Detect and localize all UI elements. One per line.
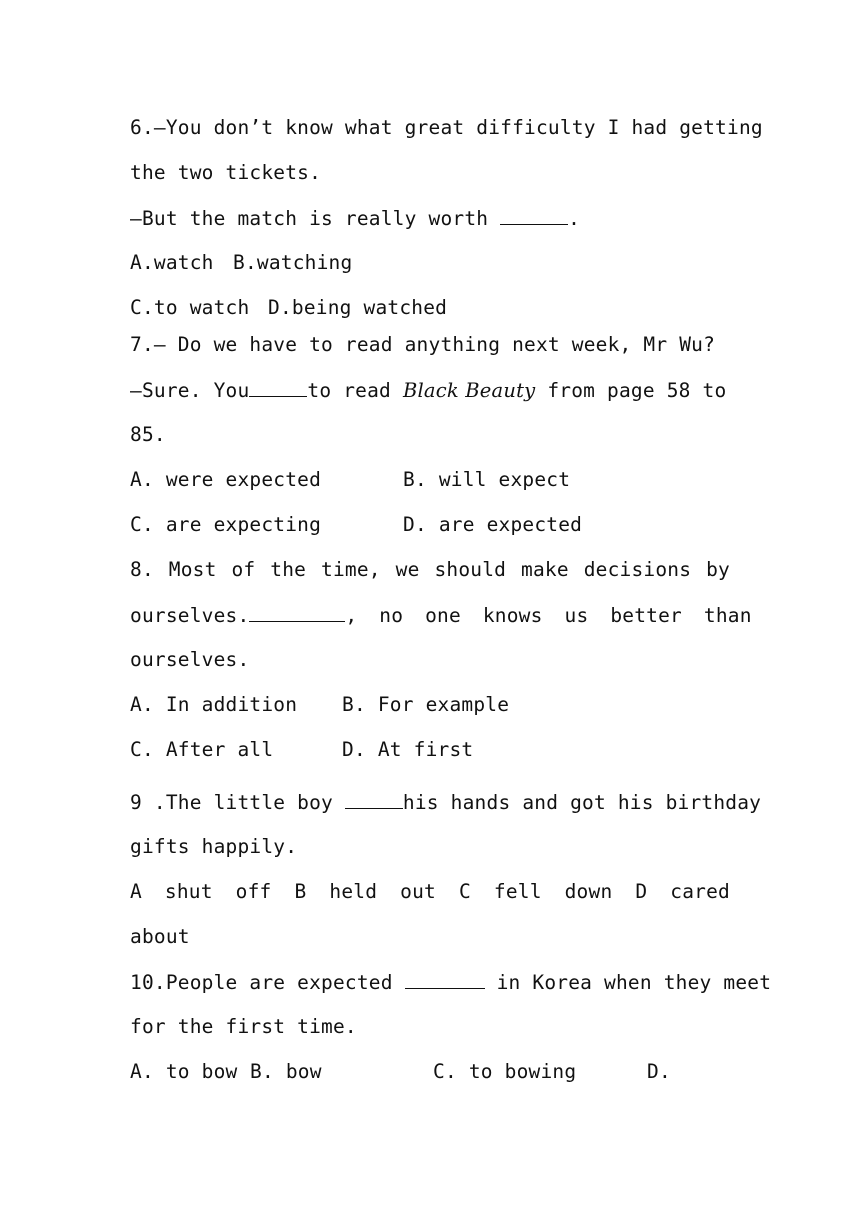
q10-line-1-start: 10.People are expected [130, 971, 405, 994]
q7-option-d: D. are expected [403, 513, 583, 536]
q7-line-3: 85. [130, 423, 166, 446]
q10-option-b: B. bow [250, 1060, 322, 1083]
q9-line-4: about [130, 925, 190, 948]
q7-option-b: B. will expect [403, 468, 571, 491]
q8-option-d: D. At first [342, 738, 474, 761]
q10-line-2: for the first time. [130, 1015, 357, 1038]
answer-blank [500, 206, 568, 225]
q8-option-a: A. In addition [130, 693, 298, 716]
q10-line-1 [130, 970, 772, 995]
q8-line-2-end: , no one knows us better than [345, 604, 752, 627]
q9-line-2: gifts happily. [130, 835, 298, 858]
q9-line-1-end: his hands and got his birthday [402, 791, 762, 814]
q6-line-1: 6.—You don’t know what great difficulty I had getting [130, 116, 763, 139]
q6-option-c: C.to watch [130, 296, 250, 319]
q10-option-c: C. to bowing [433, 1060, 577, 1083]
q7-reply [130, 378, 730, 403]
q7-line-1: 7.— Do we have to read anything next week, Mr Wu? [130, 333, 716, 356]
q6-line-2: the two tickets. [130, 161, 322, 184]
q6-option-b: B.watching [233, 251, 353, 274]
q8-line-2-start: ourselves. [130, 604, 250, 627]
q7-option-a: A. were expected [130, 468, 322, 491]
q6-reply [130, 206, 730, 231]
q6-option-a: A.watch [130, 251, 214, 274]
q10-option-a: A. to bow [130, 1060, 238, 1083]
q7-book-title: Black Beauty [402, 379, 536, 402]
q6-option-d: D.being watched [268, 296, 448, 319]
answer-blank [345, 790, 403, 809]
q7-reply-mid: to read [307, 379, 403, 402]
q8-line-3: ourselves. [130, 648, 250, 671]
q7-option-c: C. are expecting [130, 513, 322, 536]
q10-option-d: D. [647, 1060, 671, 1083]
q6-reply-end: . [568, 207, 581, 230]
q9-line-1 [130, 790, 762, 815]
q10-line-1-end: in Korea when they meet [484, 971, 772, 994]
answer-blank [249, 603, 345, 622]
q9-options: A shut off B held out C fell down D cared [130, 880, 730, 903]
q7-reply-start: —Sure. You [130, 379, 250, 402]
answer-blank [405, 970, 485, 989]
q8-option-c: C. After all [130, 738, 274, 761]
q6-reply-text: —But the match is really worth [130, 207, 501, 230]
answer-blank [249, 378, 307, 397]
q8-line-2 [130, 603, 752, 628]
q7-reply-end: from page 58 to [535, 379, 727, 402]
q8-line-1: 8. Most of the time, we should make decisions by [130, 558, 730, 581]
q8-option-b: B. For example [342, 693, 510, 716]
q9-line-1-start: 9 .The little boy [130, 791, 345, 814]
